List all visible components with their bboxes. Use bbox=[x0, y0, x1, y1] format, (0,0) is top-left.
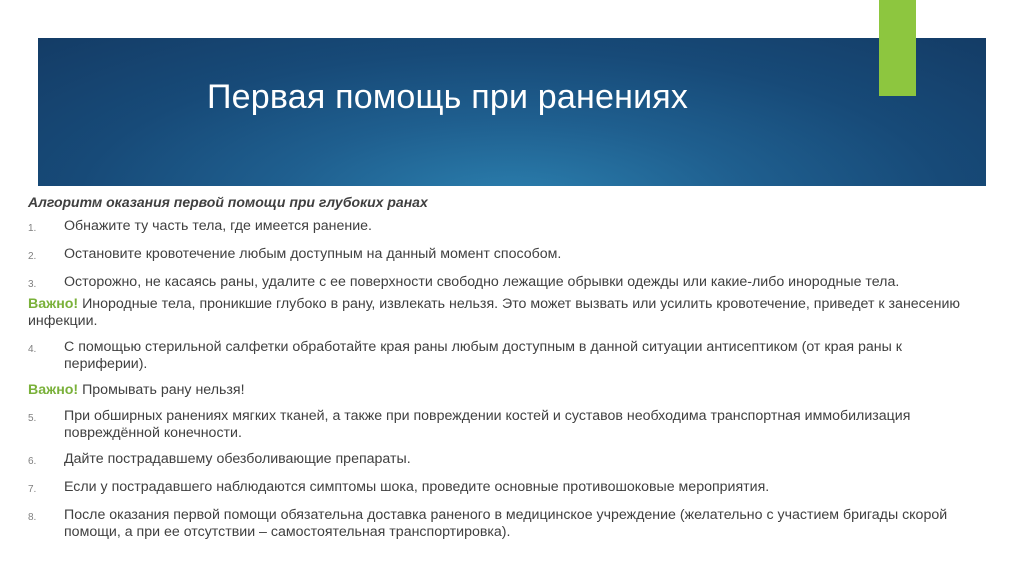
slide-title: Первая помощь при ранениях bbox=[207, 78, 689, 116]
list-item bbox=[28, 339, 988, 373]
list-item bbox=[28, 451, 988, 470]
note-text: Инородные тела, проникшие глубоко в рану, извлекать нельзя. Это может вызвать или усилить кровотечение, приведет к занесению инфекции. bbox=[28, 296, 961, 329]
list-number: 8. bbox=[28, 512, 37, 523]
list-text: Дайте пострадавшему обезболивающие препараты. bbox=[64, 451, 411, 467]
list-text: Остановите кровотечение любым доступным на данный момент способом. bbox=[64, 246, 562, 262]
list-number: 2. bbox=[28, 251, 37, 262]
content-area bbox=[28, 194, 988, 550]
list-text: После оказания первой помощи обязательна доставка раненого в медицинское учреждение (желательно с участием бригады скорой помощи, а при ее отсутствии – самостоятельная транспортировка). bbox=[64, 507, 948, 540]
important-note bbox=[28, 296, 988, 330]
note-text: Промывать рану нельзя! bbox=[78, 382, 245, 398]
list-text: При обширных ранениях мягких тканей, а также при повреждении костей и суставов необходима транспортная иммобилизация повреждённой конечности. bbox=[64, 408, 911, 441]
list-item bbox=[28, 507, 988, 541]
list-item bbox=[28, 218, 988, 237]
accent-bar bbox=[879, 0, 916, 96]
list-item bbox=[28, 274, 988, 293]
list-text: Осторожно, не касаясь раны, удалите с ее поверхности свободно лежащие обрывки одежды или какие-либо инородные тела. bbox=[64, 274, 900, 290]
list-number: 1. bbox=[28, 223, 37, 234]
list-number: 3. bbox=[28, 279, 37, 290]
important-note bbox=[28, 382, 988, 399]
list-text: С помощью стерильной салфетки обработайте края раны любым доступным в данной ситуации антисептиком (от края раны к периферии). bbox=[64, 339, 902, 372]
note-label: Важно! bbox=[28, 382, 79, 398]
list-number: 7. bbox=[28, 484, 37, 495]
list-item bbox=[28, 479, 988, 498]
list-number: 5. bbox=[28, 413, 37, 424]
section-subtitle: Алгоритм оказания первой помощи при глубоких ранах bbox=[28, 194, 428, 210]
list-text: Обнажите ту часть тела, где имеется ранение. bbox=[64, 218, 372, 234]
list-text: Если у пострадавшего наблюдаются симптомы шока, проведите основные противошоковые мероприятия. bbox=[64, 479, 770, 495]
list-item bbox=[28, 246, 988, 265]
note-label: Важно! bbox=[28, 296, 79, 312]
list-item bbox=[28, 408, 988, 442]
list-number: 4. bbox=[28, 344, 37, 355]
list-number: 6. bbox=[28, 456, 37, 467]
